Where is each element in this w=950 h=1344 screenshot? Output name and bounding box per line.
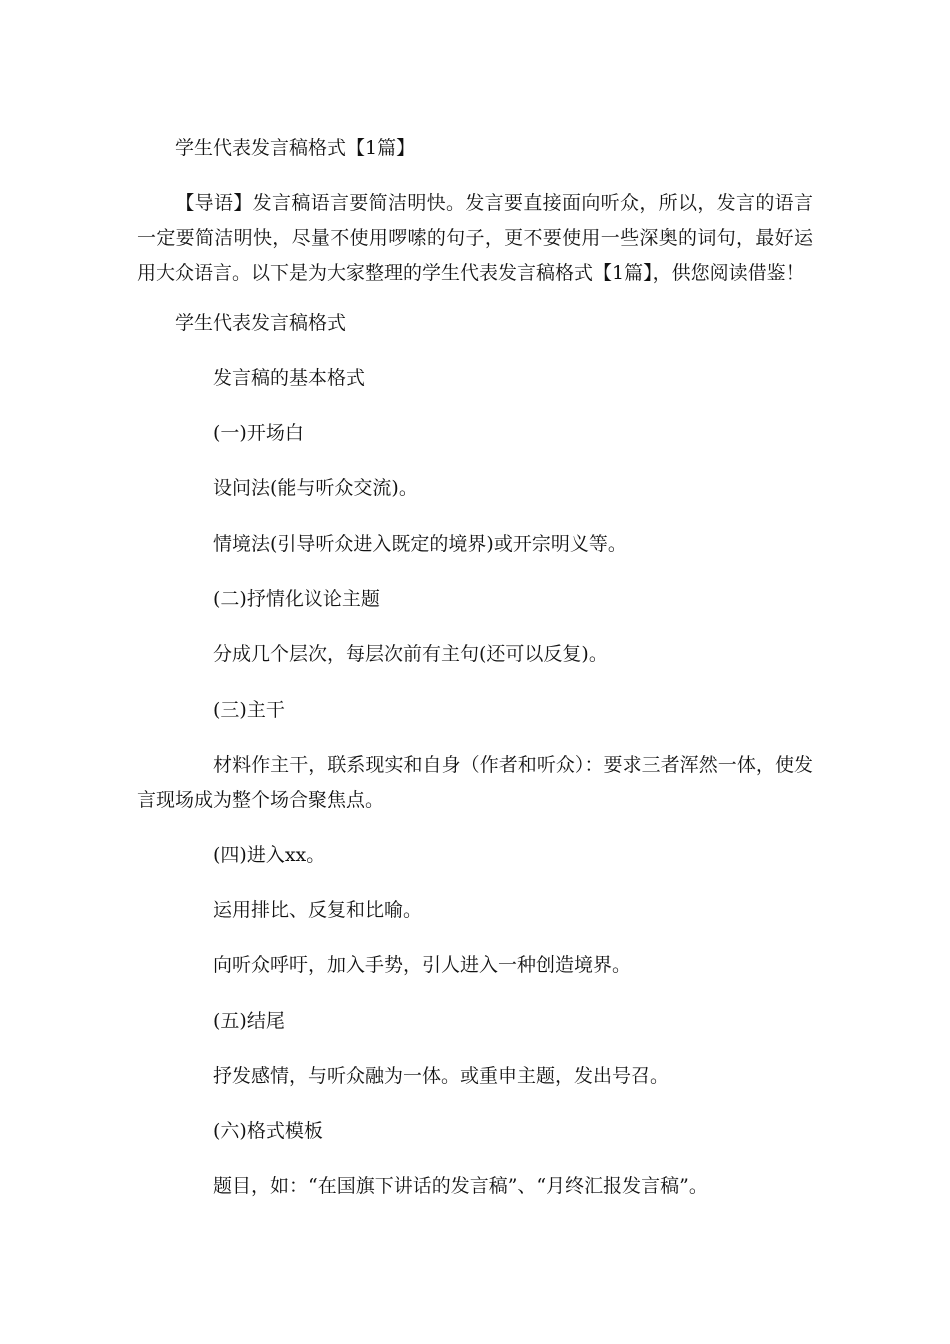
material-text: 材料作主干，联系现实和自身（作者和听众）：要求三者浑然一体，使发言现场成为整个场合聚焦点。 xyxy=(137,754,813,811)
material-paragraph xyxy=(137,748,813,818)
text-line: (二)抒情化议论主题 xyxy=(213,588,380,610)
text-line: (一)开场白 xyxy=(213,422,304,444)
text-line: (三)主干 xyxy=(213,699,285,721)
document-title: 学生代表发言稿格式【1篇】 xyxy=(175,137,416,159)
text-line: 向听众呼吁，加入手势，引人进入一种创造境界。 xyxy=(213,954,632,976)
section-heading: 学生代表发言稿格式 xyxy=(175,312,347,334)
text-line: (六)格式模板 xyxy=(213,1120,323,1142)
text-line: 发言稿的基本格式 xyxy=(213,367,366,389)
text-line: 情境法(引导听众进入既定的境界)或开宗明义等。 xyxy=(213,533,627,555)
text-line: 抒发感情，与听众融为一体。或重申主题，发出号召。 xyxy=(213,1065,670,1087)
intro-paragraph xyxy=(137,186,813,291)
text-line: (五)结尾 xyxy=(213,1010,285,1032)
text-line: 运用排比、反复和比喻。 xyxy=(213,899,423,921)
text-line: 题目，如：“在国旗下讲话的发言稿”、“月终汇报发言稿”。 xyxy=(213,1175,708,1197)
intro-text: 【导语】发言稿语言要简洁明快。发言要直接面向听众，所以，发言的语言一定要简洁明快，尽量不使用啰嗦的句子，更不要使用一些深奥的词句，最好运用大众语言。以下是为大家整理的学生代表发言稿格式【1篇】，供您阅读借鉴！ xyxy=(137,192,813,284)
text-line: 分成几个层次，每层次前有主句(还可以反复)。 xyxy=(213,643,608,665)
text-line: (四)进入xx。 xyxy=(213,844,326,866)
text-line: 设问法(能与听众交流)。 xyxy=(213,477,418,499)
